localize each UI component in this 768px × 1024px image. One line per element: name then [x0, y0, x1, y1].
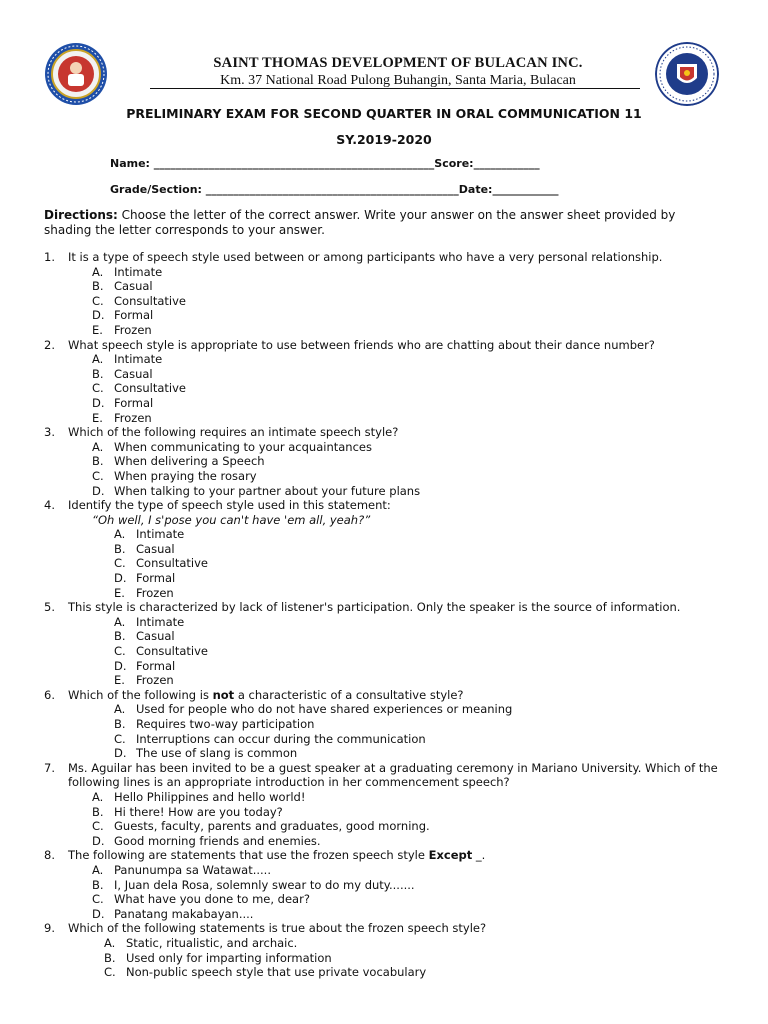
option-item[interactable] [114, 586, 734, 601]
option-text: Intimate [114, 264, 163, 279]
option-letter: A. [92, 789, 104, 804]
option-letter: B. [92, 279, 104, 294]
option-letter: D. [92, 906, 105, 921]
option-letter: E. [114, 673, 125, 688]
option-text: Consultative [114, 293, 186, 308]
option-text: Static, ritualistic, and archaic. [126, 935, 298, 950]
option-text: Used for people who do not have shared experiences or meaning [136, 702, 513, 717]
option-list [92, 863, 734, 921]
option-item[interactable] [92, 279, 734, 294]
question-item [44, 338, 734, 426]
header-divider [150, 88, 640, 89]
option-text: Frozen [136, 673, 174, 688]
question-text: Ms. Aguilar has been invited to be a guest speaker at a graduating ceremony in Mariano University. Which of the following lines is an appropriate introduction in her commencement speech? [68, 760, 718, 790]
option-letter: E. [92, 322, 103, 337]
option-text: Formal [114, 395, 154, 410]
question-number: 7. [44, 760, 55, 775]
option-list [92, 352, 734, 425]
option-text: Guests, faculty, parents and graduates, good morning. [114, 819, 430, 834]
option-item[interactable] [114, 615, 734, 630]
option-list [104, 936, 734, 980]
directions [44, 208, 724, 238]
option-letter: B. [114, 541, 126, 556]
school-name: SAINT THOMAS DEVELOPMENT OF BULACAN INC. [213, 55, 583, 71]
quoted-statement: “Oh well, I s'pose you can't have 'em all, yeah?” [92, 512, 371, 527]
option-text: Formal [136, 571, 176, 586]
option-item[interactable] [92, 790, 734, 805]
school-header [158, 55, 638, 89]
option-text: When communicating to your acquaintances [114, 439, 372, 454]
option-text: Interruptions can occur during the communication [136, 731, 426, 746]
question-emphasis: Except [428, 848, 473, 863]
option-letter: A. [114, 702, 126, 717]
option-list [92, 790, 734, 848]
option-item[interactable] [114, 673, 734, 688]
option-item[interactable] [92, 834, 734, 849]
question-text: a characteristic of a consultative style? [234, 687, 464, 702]
directions-text: Choose the letter of the correct answer. Write your answer on the answer sheet provided by shading the letter corresponds to your answer. [44, 208, 676, 237]
option-letter: D. [114, 746, 127, 761]
question-number: 1. [44, 250, 55, 264]
question-number: 8. [44, 848, 55, 863]
option-text: Casual [114, 279, 153, 294]
question-text: Identify the type of speech style used in this statement: [68, 498, 391, 513]
option-letter: A. [114, 527, 126, 542]
option-item[interactable] [92, 805, 734, 820]
option-text: Intimate [136, 614, 185, 629]
question-number: 4. [44, 498, 55, 513]
question-number: 5. [44, 600, 55, 615]
option-letter: E. [92, 410, 103, 425]
school-address: Km. 37 National Road Pulong Buhangin, Santa Maria, Bulacan [220, 73, 576, 88]
option-letter: A. [92, 264, 104, 279]
option-item[interactable] [92, 878, 734, 893]
option-item[interactable] [92, 381, 734, 396]
option-text: Non-public speech style that use private vocabulary [126, 965, 427, 980]
question-emphasis: not [212, 687, 235, 702]
option-item[interactable] [114, 571, 734, 586]
option-item[interactable] [92, 396, 734, 411]
option-letter: C. [114, 644, 126, 659]
directions-label: Directions: [44, 208, 118, 222]
school-seal-logo [44, 42, 108, 106]
option-item[interactable] [92, 294, 734, 309]
option-item[interactable] [92, 469, 734, 484]
option-letter: C. [114, 556, 126, 571]
option-letter: C. [104, 965, 116, 980]
option-text: Formal [114, 308, 154, 323]
question-item [44, 848, 734, 921]
option-letter: A. [92, 352, 104, 367]
option-item[interactable] [114, 629, 734, 644]
option-item[interactable] [114, 527, 734, 542]
option-letter: C. [92, 468, 104, 483]
option-text: When talking to your partner about your future plans [114, 483, 421, 498]
grade-date-field[interactable]: Grade/Section: ______________________________________________Date:____________ [110, 183, 559, 196]
option-item[interactable] [92, 907, 734, 922]
option-letter: D. [114, 658, 127, 673]
question-number: 9. [44, 921, 55, 936]
option-text: Consultative [136, 644, 208, 659]
option-item[interactable] [114, 702, 734, 717]
option-item[interactable] [114, 542, 734, 557]
option-text: The use of slang is common [136, 746, 298, 761]
option-text: When delivering a Speech [114, 454, 265, 469]
question-text: Which of the following statements is true about the frozen speech style? [68, 921, 487, 936]
option-letter: C. [92, 293, 104, 308]
option-item[interactable] [104, 965, 734, 980]
question-text: What speech style is appropriate to use between friends who are chatting about their dance number? [68, 337, 655, 352]
option-letter: A. [114, 614, 126, 629]
question-text: This style is characterized by lack of listener's participation. Only the speaker is the source of information. [68, 600, 681, 615]
option-letter: E. [114, 585, 125, 600]
option-letter: C. [92, 892, 104, 907]
option-list [114, 615, 734, 688]
option-list [114, 702, 734, 760]
option-text: Good morning friends and enemies. [114, 833, 321, 848]
option-text: Intimate [136, 527, 185, 542]
question-number: 2. [44, 337, 55, 352]
deped-seal-logo [655, 42, 719, 106]
option-item[interactable] [114, 659, 734, 674]
option-item[interactable] [92, 367, 734, 382]
question-text: Which of the following requires an intimate speech style? [68, 425, 399, 440]
option-text: Panunumpa sa Watawat..... [114, 862, 271, 877]
option-letter: B. [92, 877, 104, 892]
option-letter: D. [92, 308, 105, 323]
option-letter: C. [92, 819, 104, 834]
option-text: Hi there! How are you today? [114, 804, 283, 819]
option-item[interactable] [114, 556, 734, 571]
question-text: Which of the following is [68, 687, 213, 702]
option-text: Intimate [114, 352, 163, 367]
option-item[interactable] [92, 484, 734, 499]
question-item [44, 688, 734, 761]
option-item[interactable] [92, 411, 734, 426]
option-text: Panatang makabayan.... [114, 906, 254, 921]
question-item [44, 600, 734, 688]
option-item[interactable] [114, 746, 734, 761]
question-text: The following are statements that use the frozen speech style [68, 848, 429, 863]
option-item[interactable] [92, 323, 734, 338]
option-letter: C. [92, 381, 104, 396]
option-text: I, Juan dela Rosa, solemnly swear to do my duty....... [114, 877, 415, 892]
option-item[interactable] [114, 717, 734, 732]
option-text: What have you done to me, dear? [114, 892, 310, 907]
option-letter: C. [114, 731, 126, 746]
option-list [114, 527, 734, 600]
option-item[interactable] [114, 732, 734, 747]
option-text: Casual [136, 541, 175, 556]
option-letter: D. [92, 483, 105, 498]
option-text: Consultative [114, 381, 186, 396]
option-letter: B. [114, 717, 126, 731]
question-item [44, 761, 734, 849]
option-text: Frozen [114, 410, 152, 425]
option-letter: B. [104, 950, 116, 965]
question-item [44, 250, 734, 338]
option-text: Frozen [136, 585, 174, 600]
option-item[interactable] [104, 951, 734, 966]
question-number: 6. [44, 687, 55, 702]
option-letter: D. [114, 571, 127, 586]
option-item[interactable] [92, 819, 734, 834]
option-item[interactable] [92, 863, 734, 878]
option-item[interactable] [92, 265, 734, 280]
option-text: Consultative [136, 556, 208, 571]
option-text: Frozen [114, 322, 152, 337]
option-letter: B. [92, 366, 104, 381]
question-item [44, 498, 734, 600]
option-list [92, 265, 734, 338]
option-list [92, 440, 734, 498]
question-text: It is a type of speech style used between or among participants who have a very personal relationship. [68, 250, 663, 264]
option-letter: A. [104, 935, 116, 950]
exam-title: PRELIMINARY EXAM FOR SECOND QUARTER IN ORAL COMMUNICATION 11 [126, 106, 642, 121]
question-number: 3. [44, 425, 55, 440]
option-item[interactable] [92, 308, 734, 323]
option-text: When praying the rosary [114, 468, 257, 483]
question-text: _. [472, 848, 486, 863]
option-text: Formal [136, 658, 176, 673]
option-item[interactable] [104, 936, 734, 951]
option-text: Casual [114, 366, 153, 381]
option-letter: B. [92, 454, 104, 469]
question-list [44, 250, 734, 980]
option-item[interactable] [92, 454, 734, 469]
option-letter: B. [114, 629, 126, 644]
question-item [44, 921, 734, 979]
option-item[interactable] [114, 644, 734, 659]
option-letter: D. [92, 395, 105, 410]
option-text: Requires two-way participation [136, 717, 315, 731]
option-text: Casual [136, 629, 175, 644]
option-text: Used only for imparting information [126, 950, 332, 965]
option-text: Hello Philippines and hello world! [114, 789, 306, 804]
option-item[interactable] [92, 352, 734, 367]
option-item[interactable] [92, 440, 734, 455]
option-letter: D. [92, 833, 105, 848]
name-score-field[interactable]: Name: ___________________________________________________Score:____________ [110, 157, 540, 170]
option-item[interactable] [92, 892, 734, 907]
option-letter: B. [92, 804, 104, 819]
school-year: SY.2019-2020 [336, 132, 432, 147]
option-letter: A. [92, 439, 104, 454]
question-item [44, 425, 734, 498]
option-letter: A. [92, 862, 104, 877]
